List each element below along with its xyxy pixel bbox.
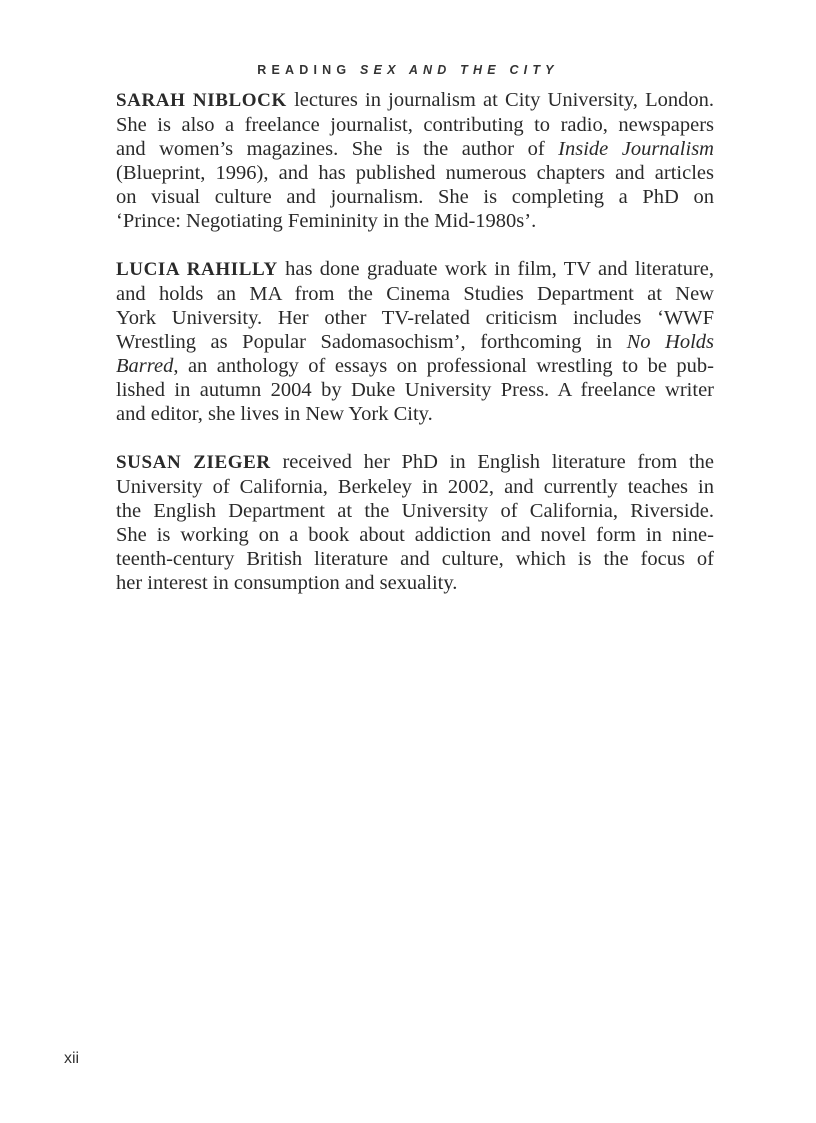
bio-text: York University. Her other TV-related criticism includes ‘WWF bbox=[116, 307, 714, 329]
bio-line bbox=[116, 475, 714, 499]
bio-line bbox=[116, 88, 714, 113]
bio-italic-text: Barred bbox=[116, 355, 174, 377]
bio-line bbox=[116, 185, 714, 209]
running-head bbox=[0, 61, 816, 79]
bio-line bbox=[116, 282, 714, 306]
bio-line bbox=[116, 137, 714, 161]
bio-text: the English Department at the University of California, Riverside. bbox=[116, 500, 714, 522]
bio-line bbox=[116, 330, 714, 354]
contributor-name: LUCIA RAHILLY bbox=[116, 259, 278, 280]
bio-line bbox=[116, 354, 714, 378]
bio-line bbox=[116, 523, 714, 547]
bio-text: She is also a freelance journalist, contributing to radio, newspapers bbox=[116, 114, 714, 136]
bio-text: , an anthology of essays on professional wrestling to be pub- bbox=[173, 355, 714, 377]
bio-text: and editor, she lives in New York City. bbox=[116, 403, 433, 425]
bio-italic-text: Inside Journalism bbox=[558, 138, 714, 160]
bio-text: ‘Prince: Negotiating Femininity in the Mid-1980s’. bbox=[116, 210, 537, 232]
contributor-bio bbox=[116, 257, 714, 426]
bio-text: She is working on a book about addiction and novel form in nine- bbox=[116, 524, 714, 546]
bio-text: lectures in journalism at City University, London. bbox=[286, 89, 714, 111]
running-head-prefix: READING bbox=[257, 63, 352, 77]
bio-line bbox=[116, 378, 714, 402]
bio-line bbox=[116, 113, 714, 137]
running-head-title: SEX AND THE CITY bbox=[360, 63, 559, 77]
bio-line bbox=[116, 571, 714, 595]
bio-line bbox=[116, 257, 714, 282]
bio-line bbox=[116, 450, 714, 475]
bio-text: (Blueprint, 1996), and has published numerous chapters and articles bbox=[116, 162, 714, 184]
contributor-name: SUSAN ZIEGER bbox=[116, 452, 271, 473]
bio-line bbox=[116, 402, 714, 426]
bio-text: lished in autumn 2004 by Duke University Press. A freelance writer bbox=[116, 379, 714, 401]
contributors-list bbox=[116, 88, 714, 619]
bio-text: received her PhD in English literature from the bbox=[270, 451, 714, 473]
contributor-bio bbox=[116, 88, 714, 233]
bio-text: on visual culture and journalism. She is completing a PhD on bbox=[116, 186, 714, 208]
page-number: xii bbox=[64, 1050, 80, 1067]
bio-text: her interest in consumption and sexuality. bbox=[116, 572, 458, 594]
bio-text: has done graduate work in film, TV and literature, bbox=[277, 258, 715, 280]
contributor-bio bbox=[116, 450, 714, 595]
bio-text: Wrestling as Popular Sadomasochism’, forthcoming in bbox=[116, 331, 627, 353]
bio-line bbox=[116, 161, 714, 185]
bio-text: teenth-century British literature and culture, which is the focus of bbox=[116, 548, 714, 570]
contributor-name: SARAH NIBLOCK bbox=[116, 90, 287, 111]
bio-text: and women’s magazines. She is the author of bbox=[116, 138, 559, 160]
bio-line bbox=[116, 306, 714, 330]
bio-line bbox=[116, 499, 714, 523]
bio-text: and holds an MA from the Cinema Studies Department at New bbox=[116, 283, 714, 305]
bio-text: University of California, Berkeley in 2002, and currently teaches in bbox=[116, 476, 714, 498]
bio-line bbox=[116, 209, 714, 233]
bio-italic-text: No Holds bbox=[626, 331, 714, 353]
bio-line bbox=[116, 547, 714, 571]
